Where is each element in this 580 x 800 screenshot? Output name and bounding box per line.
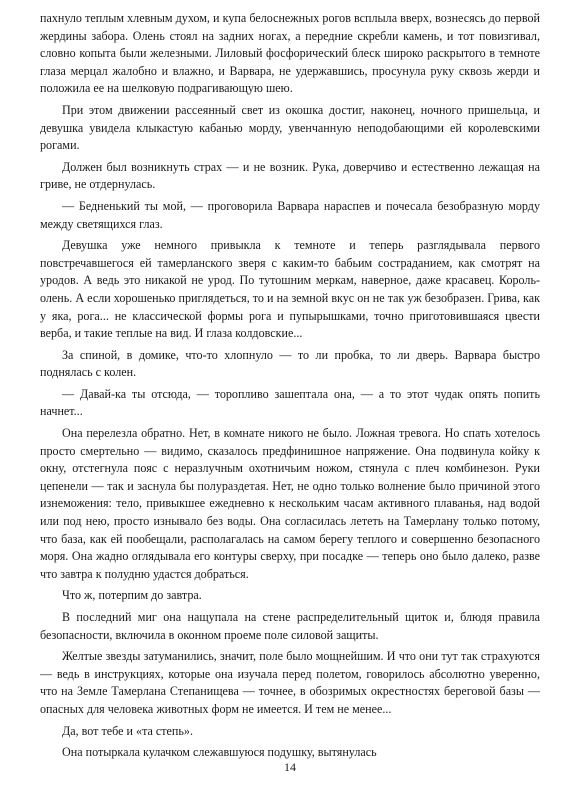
paragraph: Должен был возникнуть страх — и не возник. Рука, доверчиво и естественно лежащая на гриве, не отдернулась.	[40, 159, 540, 192]
paragraph: В последний миг она нащупала на стене распределительный щиток и, блюдя правила безопасности, включила в оконном проеме поле силовой защиты.	[40, 610, 540, 642]
paragraph: Что ж, потерпим до завтра.	[62, 588, 202, 603]
dialogue-paragraph: — Бедненький ты мой, — проговорила Варвара нараспев и почесала безобразную морду между светящихся глаз.	[40, 198, 540, 231]
paragraph: Желтые звезды затуманились, значит, поле было мощнейшим. И что они тут так страхуются — ведь в инструкциях, которые она изучала перед полетом, говорилось абсолютно уверенно, что на Земле Тамерлана Степанищева — точнее, в обозримых окрестностях береговой базы — опасных для человека животных форм не имеется. И тем не менее...	[40, 649, 540, 716]
paragraph: Девушка уже немного привыкла к темноте и теперь разглядывала первого повстречавшегося ей тамерланского зверя с каким-то бабьим состраданием, как смотрят на уродов. А ведь это никакой не урод. По тутошним меркам, наверное, даже красавец. Король-олень. А если хорошенько приглядеться, то и на земной вкус он не так уж безобразен. Грива, как у яка, рога... не классической формы рога и пупырышками, точно приготовившаяся цвести верба, и такие теплые на вид. И глаза колдовские...	[40, 238, 540, 341]
dialogue-paragraph: — Давай-ка ты отсюда, — торопливо зашептала она, — а то этот чудак опять попить начнет...	[40, 386, 540, 419]
paragraph: Она потыркала кулачком слежавшуюся подушку, вытянулась	[62, 745, 377, 760]
paragraph: За спиной, в домике, что-то хлопнуло — то ли пробка, то ли дверь. Варвара быстро поднялась с колен.	[40, 347, 540, 380]
paragraph: Да, вот тебе и «та степь».	[62, 723, 193, 738]
page-number: 14	[284, 760, 296, 774]
paragraph: Она перелезла обратно. Нет, в комнате никого не было. Ложная тревога. Но спать хотелось просто смертельно — видимо, сказалось предфинишное напряжение. Она подвинула койку к окну, отстегнула пояс с неразлучным охотничьим ножом, стянула с плеч комбинезон. Руки цепенели — так и заснула бы полураздетая. Нет, не одно только волнение было причиной этого изнеможения: тело, привыкшее ежедневно к нескольким часам активного плаванья, над водой или под нею, просто изнывало без воды. Она согласилась лететь на Тамерлану только потому, что база, как ей пообещали, располагалась на самом берегу теплого и совершенно безопасного моря. Она жадно оглядывала его контуры сверху, при посадке — теперь оно было далеко, разве что завтра к полудню удастся добраться.	[40, 426, 540, 581]
page-body	[40, 10, 540, 766]
paragraph: При этом движении рассеянный свет из окошка достиг, наконец, ночного пришельца, и девушка увидела клыкастую кабанью морду, увенчанную неподобающими ей королевскими рогами.	[40, 102, 540, 153]
paragraph-continuation: пахнуло теплым хлевным духом, и купа белоснежных рогов всплыла вверх, вознесясь до первой жердины забора. Олень стоял на задних ногах, а передние скребли камень, и тот повизгивал, словно копыта были железными. Лиловый фосфорический блеск широко раскрытого в темноте глаза мерцал жалобно и влажно, и Варвара, не удержавшись, просунула руку сквозь жерди и положила ее на шелковую подрагивающую шею.	[40, 11, 540, 96]
